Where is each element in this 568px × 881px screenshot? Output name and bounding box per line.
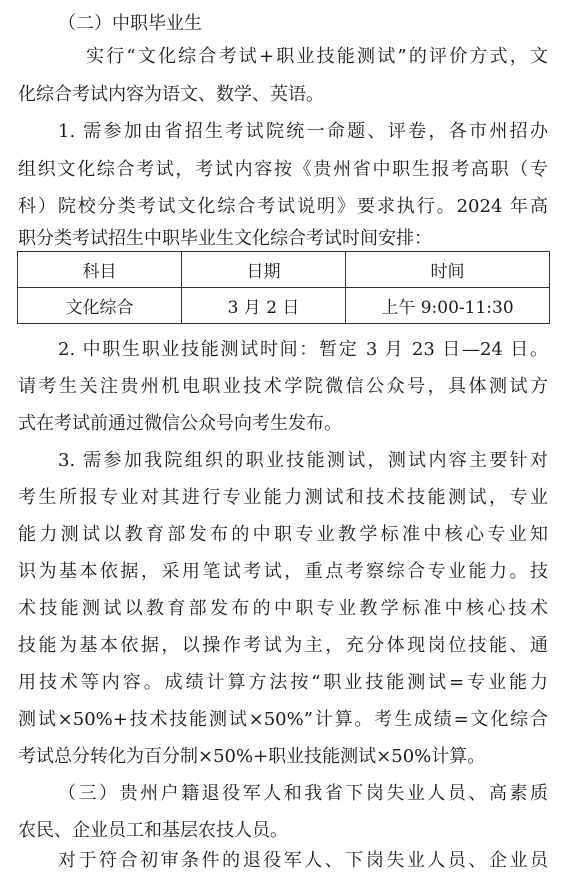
paragraph-line: 化综合考试内容为语文、数学、英语。 [18,84,324,105]
paragraph-line: 能力测试以教育部发布的中职专业教学标准中核心专业知 [18,524,548,545]
table-header-cell: 时间 [346,252,550,288]
paragraph-line: 实行“文化综合考试+职业技能测试”的评价方式，文 [86,46,548,67]
paragraph-line: 科）院校分类考试文化综合考试说明》要求执行。2024 年高 [18,196,548,217]
exam-schedule-table [17,251,550,324]
paragraph-line: 职分类考试招生中职毕业生文化综合考试时间安排： [18,228,432,249]
table-header-cell: 日期 [182,252,346,288]
paragraph-line: 组织文化综合考试，考试内容按《贵州省中职生报考高职（专 [18,159,548,180]
paragraph-line: 考试总分转化为百分制×50%+职业技能测试×50%计算。 [18,746,486,767]
paragraph-line: 2. 中职生职业技能测试时间：暂定 3 月 23 日—24 日。 [58,339,548,360]
section-heading-zhongzhi: （二）中职毕业生 [58,13,202,34]
paragraph-line: 技能为基本依据，以操作考试为主，充分体现岗位技能、通 [18,635,548,656]
table-cell: 上午 9:00-11:30 [346,288,550,324]
paragraph-line: 测试×50%+技术技能测试×50%”计算。考生成绩=文化综合 [18,709,548,730]
table-row [18,288,550,324]
paragraph-line: 请考生关注贵州机电职业技术学院微信公众号，具体测试方 [18,376,548,397]
paragraph-line: 考生所报专业对其进行专业能力测试和技术技能测试，专业 [18,487,548,508]
paragraph-line: 3. 需参加我院组织的职业技能测试，测试内容主要针对 [58,450,548,471]
paragraph-line: 用技术等内容。成绩计算方法按“职业技能测试=专业能力 [18,672,548,693]
paragraph-line: 术技能测试以教育部发布的中职专业教学标准中核心技术 [18,598,548,619]
paragraph-line: 式在考试前通过微信公众号向考生发布。 [18,413,342,434]
paragraph-line: 1. 需参加由省招生考试院统一命题、评卷，各市州招办 [58,121,548,142]
table-cell: 3 月 2 日 [182,288,346,324]
table-cell: 文化综合 [18,288,182,324]
table-header-row [18,252,550,288]
paragraph-line: 农民、企业员工和基层农技人员。 [18,820,288,841]
paragraph-line: 对于符合初审条件的退役军人、下岗失业人员、企业员 [58,850,548,871]
paragraph-line: 识为基本依据，采用笔试考试，重点考察综合专业能力。技 [18,561,548,582]
section-heading-veterans: （三）贵州户籍退役军人和我省下岗失业人员、高素质 [58,783,548,804]
table-header-cell: 科目 [18,252,182,288]
